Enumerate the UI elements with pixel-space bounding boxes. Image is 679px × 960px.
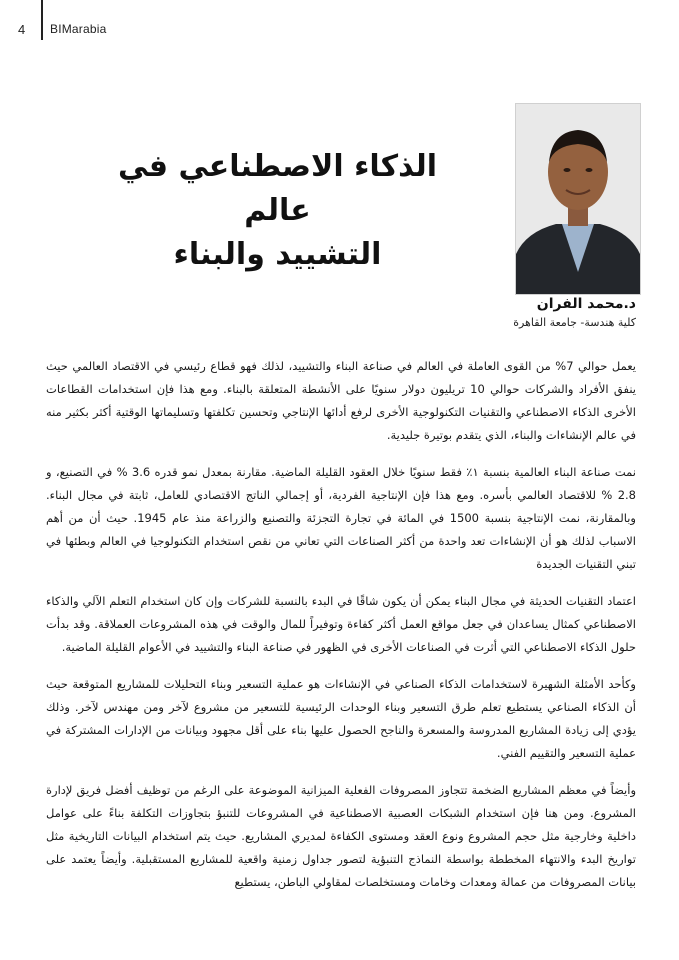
article-title-line-1: الذكاء الاصطناعي في عالم — [118, 149, 437, 228]
paragraph-2: نمت صناعة البناء العالمية بنسبة ١٪ فقط سنويًا خلال العقود القليلة الماضية. مقارنة بمعدل نمو قدره 3.6 % في التصنيع، و 2.8 % للاقتصاد العالمي بأسره. ومع هذا فإن الإنتاجية الفردية، أو إجمالي الناتج الاقتصادي للعامل، ثابتة في مجال البناء. وبالمقارنة، نمت الإنتاجية بنسبة 1500 في المائة في تجارة التجزئة والتصنيع والزراعة منذ عام 1945. حيث أن من أهم الاسباب لذلك هو أن الإنشاءات تعد واحدة من أكثر الصناعات التي تعاني من نقص استخدام التكنولوجيا في العالم وبطئها في تبني التقنيات الجديدة — [46, 465, 637, 571]
paragraph-1: يعمل حوالي 7% من القوى العاملة في العالم في صناعة البناء والتشييد، لذلك فهو قطاع رئيسي في الاقتصاد العالمي حيث ينفق الأفراد والشركات حوالي 10 تريليون دولار سنويًا على الأنشطة المتعلقة بالبناء. ومع هذا فإن استخدامات القطاعات الأخرى الذكاء الاصطناعي والتقنيات التكنولوجية الأخرى لرفع أدائها الإنتاجي وتحسين تكلفتها وتسليماتها الوقتية أكثر بكثير منه في عالم الإنشاءات والبناء، الذي يتقدم بوتيرة جليدية. — [46, 359, 637, 442]
article-title — [100, 145, 455, 277]
header-divider — [41, 0, 43, 40]
article-body — [46, 355, 636, 908]
page-number: 4 — [18, 22, 26, 37]
author-affiliation: كلية هندسة- جامعة القاهرة — [513, 316, 636, 329]
paragraph-5: وأيضاً في معظم المشاريع الضخمة تتجاوز المصروفات الفعلية الميزانية الموضوعة على الرغم من توظيف أفضل فريق لإدارة المشروع. ومن هنا فإن استخدام الشبكات العصبية الاصطناعية في المشروعات للتنبؤ بتجاوزات التكلفة بناءً على عوامل داخلية وخارجية مثل حجم المشروع ونوع العقد ومستوى الكفاءة لمديري المشاريع. حيث يتم استخدام البيانات التاريخية مثل تواريخ البدء والانتهاء المخططة بواسطة النماذج التنبؤية لتصور جداول زمنية واقعية للمشاريع المستقبلية. وأيضاً يعتمد على بيانات المصروفات من عمالة ومعدات وخامات ومستخلصات لمقاولي الباطن، يستطيع — [46, 783, 636, 889]
author-portrait-image — [516, 104, 640, 294]
brand-name: BIMarabia — [50, 22, 107, 36]
author-name: د.محمد الفران — [536, 296, 636, 312]
paragraph-3: اعتماد التقنيات الحديثة في مجال البناء يمكن أن يكون شاقًا في البدء بالنسبة للشركات وإن كان استخدام التعلم الآلي والذكاء الاصطناعي كمثال يساعدان في جعل مواقع العمل أكثر كفاءة وتوفيراً للمال والوقت في هذه المشروعات العملاقة. وقد بدأت حلول الذكاء الاصطناعي التي أثرت في الصناعات الأخرى في الظهور في صناعة البناء والتشييد في الأعوام القليلة الماضية. — [46, 594, 636, 654]
author-photo — [515, 103, 641, 295]
page-header — [0, 0, 679, 50]
article-title-line-2: التشييد والبناء — [173, 237, 382, 272]
paragraph-4: وكأحد الأمثلة الشهيرة لاستخدامات الذكاء الصناعي في الإنشاءات هو عملية التسعير وبناء التحليلات للمشاريع المتوقعة حيث أن الذكاء الصناعي يستطيع تعلم طرق التسعير وبناء الوحدات الرئيسية للتسعير من مشروع لآخر ومن مهندس لآخر. وذلك يؤدي إلى زيادة المشاريع المدروسة والمسعرة والناجح الحصول عليها بناء على أقل مجهود وبيانات من الإدارات المشتركة في عملية التسعير والتقييم الفني. — [46, 677, 636, 760]
